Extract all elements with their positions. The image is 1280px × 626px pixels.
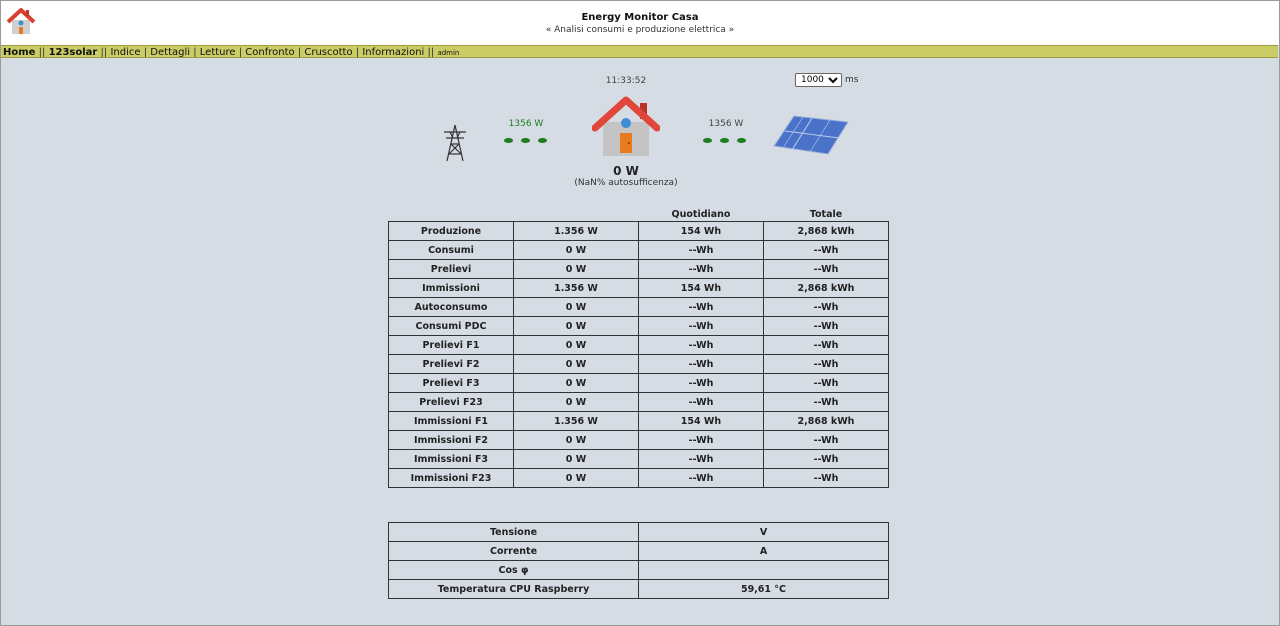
- solar-flow-dots: [703, 135, 754, 146]
- table-row: [389, 298, 889, 317]
- grid-power-value: 1356 W: [508, 119, 544, 129]
- table-row: [389, 355, 889, 374]
- energy-cell-power: 1.356 W: [514, 412, 639, 431]
- table-row: [389, 523, 889, 542]
- energy-cell-row-label: Prelievi F2: [389, 355, 514, 374]
- table-row: [389, 241, 889, 260]
- energy-cell-daily: --Wh: [639, 260, 764, 279]
- table-row: [389, 260, 889, 279]
- clock-time: 11:33:52: [605, 76, 647, 86]
- energy-cell-daily: --Wh: [639, 469, 764, 488]
- nav-informazioni[interactable]: Informazioni: [362, 47, 425, 58]
- energy-cell-row-label: Immissioni F23: [389, 469, 514, 488]
- energy-header-daily: Quotidiano: [671, 208, 731, 220]
- app-subtitle: « Analisi consumi e produzione elettrica »: [545, 25, 735, 35]
- energy-header-empty-1: [389, 207, 514, 222]
- energy-cell-row-label: Immissioni F2: [389, 431, 514, 450]
- energy-cell-daily: --Wh: [639, 298, 764, 317]
- table-row: [389, 374, 889, 393]
- energy-cell-power: 0 W: [514, 450, 639, 469]
- table-row: [389, 469, 889, 488]
- house-icon: [592, 96, 660, 158]
- energy-cell-total: --Wh: [764, 431, 889, 450]
- energy-cell-total: --Wh: [764, 355, 889, 374]
- table-row: [389, 412, 889, 431]
- electrical-cell-value: A: [639, 542, 889, 561]
- energy-cell-daily: --Wh: [639, 450, 764, 469]
- table-row: [389, 336, 889, 355]
- energy-header-empty-2: [514, 207, 639, 222]
- energy-cell-power: 1.356 W: [514, 279, 639, 298]
- energy-cell-daily: --Wh: [639, 355, 764, 374]
- electrical-cell-value: 59,61 °C: [639, 580, 889, 599]
- energy-cell-total: --Wh: [764, 336, 889, 355]
- nav-indice[interactable]: Indice: [110, 47, 141, 58]
- energy-cell-total: --Wh: [764, 317, 889, 336]
- nav-home[interactable]: Home: [3, 47, 36, 58]
- energy-cell-row-label: Consumi: [389, 241, 514, 260]
- solar-power-value: 1356 W: [708, 119, 744, 129]
- energy-cell-daily: 154 Wh: [639, 222, 764, 241]
- table-row: [389, 222, 889, 241]
- solar-panel-icon: [772, 112, 850, 156]
- energy-cell-row-label: Prelievi F1: [389, 336, 514, 355]
- table-row: [389, 317, 889, 336]
- energy-cell-row-label: Immissioni: [389, 279, 514, 298]
- energy-cell-row-label: Immissioni F3: [389, 450, 514, 469]
- energy-cell-total: --Wh: [764, 374, 889, 393]
- refresh-control: [795, 73, 858, 87]
- energy-header-total: Totale: [809, 208, 843, 220]
- nav-cruscotto[interactable]: Cruscotto: [304, 47, 353, 58]
- energy-cell-power: 0 W: [514, 298, 639, 317]
- energy-cell-power: 0 W: [514, 317, 639, 336]
- house-power-value: 0 W: [613, 164, 639, 178]
- energy-cell-power: 0 W: [514, 241, 639, 260]
- energy-cell-total: --Wh: [764, 450, 889, 469]
- electrical-table: [388, 522, 889, 599]
- energy-cell-power: 0 W: [514, 336, 639, 355]
- energy-cell-daily: 154 Wh: [639, 279, 764, 298]
- energy-cell-daily: --Wh: [639, 431, 764, 450]
- energy-cell-power: 1.356 W: [514, 222, 639, 241]
- energy-cell-row-label: Prelievi F3: [389, 374, 514, 393]
- energy-cell-power: 0 W: [514, 260, 639, 279]
- electrical-cell-label: Corrente: [389, 542, 639, 561]
- refresh-unit-label: ms: [845, 75, 859, 85]
- table-row: [389, 431, 889, 450]
- nav-letture[interactable]: Letture: [199, 47, 236, 58]
- energy-cell-row-label: Prelievi: [389, 260, 514, 279]
- energy-table-header: [389, 207, 889, 222]
- nav-user-admin[interactable]: admin: [437, 49, 460, 57]
- table-row: [389, 279, 889, 298]
- electrical-cell-label: Cos φ: [389, 561, 639, 580]
- energy-cell-power: 0 W: [514, 374, 639, 393]
- energy-cell-total: --Wh: [764, 469, 889, 488]
- energy-cell-total: 2,868 kWh: [764, 412, 889, 431]
- energy-cell-daily: --Wh: [639, 374, 764, 393]
- energy-cell-daily: --Wh: [639, 317, 764, 336]
- energy-cell-row-label: Consumi PDC: [389, 317, 514, 336]
- energy-cell-total: --Wh: [764, 298, 889, 317]
- self-sufficiency-label: (NaN% autosufficenza): [574, 178, 678, 188]
- energy-cell-power: 0 W: [514, 393, 639, 412]
- energy-table: [388, 207, 889, 488]
- table-row: [389, 561, 889, 580]
- refresh-interval-select[interactable]: [795, 73, 842, 87]
- page-header: [1, 1, 1279, 45]
- energy-cell-row-label: Autoconsumo: [389, 298, 514, 317]
- electrical-cell-value: [639, 561, 889, 580]
- energy-cell-daily: --Wh: [639, 393, 764, 412]
- energy-cell-total: 2,868 kWh: [764, 222, 889, 241]
- energy-cell-daily: --Wh: [639, 336, 764, 355]
- energy-cell-row-label: Produzione: [389, 222, 514, 241]
- electrical-cell-value: V: [639, 523, 889, 542]
- energy-cell-total: 2,868 kWh: [764, 279, 889, 298]
- main-nav: Home || 123solar || Indice | Dettagli | Letture | Confronto | Cruscotto | Informazioni || admin: [1, 45, 1278, 58]
- electrical-cell-label: Temperatura CPU Raspberry: [389, 580, 639, 599]
- power-pylon-icon: [441, 124, 469, 162]
- energy-table-body: [389, 222, 889, 488]
- energy-cell-daily: 154 Wh: [639, 412, 764, 431]
- app-title: Energy Monitor Casa: [581, 12, 699, 23]
- table-row: [389, 393, 889, 412]
- energy-cell-total: --Wh: [764, 260, 889, 279]
- electrical-cell-label: Tensione: [389, 523, 639, 542]
- electrical-table-body: [389, 523, 889, 599]
- nav-123solar[interactable]: 123solar: [48, 47, 98, 58]
- energy-cell-row-label: Immissioni F1: [389, 412, 514, 431]
- table-row: [389, 542, 889, 561]
- energy-cell-row-label: Prelievi F23: [389, 393, 514, 412]
- nav-confronto[interactable]: Confronto: [245, 47, 295, 58]
- energy-cell-power: 0 W: [514, 469, 639, 488]
- energy-cell-daily: --Wh: [639, 241, 764, 260]
- energy-cell-total: --Wh: [764, 393, 889, 412]
- energy-cell-total: --Wh: [764, 241, 889, 260]
- energy-cell-power: 0 W: [514, 355, 639, 374]
- nav-dettagli[interactable]: Dettagli: [150, 47, 191, 58]
- grid-flow-dots: [504, 135, 555, 146]
- table-row: [389, 450, 889, 469]
- table-row: [389, 580, 889, 599]
- energy-cell-power: 0 W: [514, 431, 639, 450]
